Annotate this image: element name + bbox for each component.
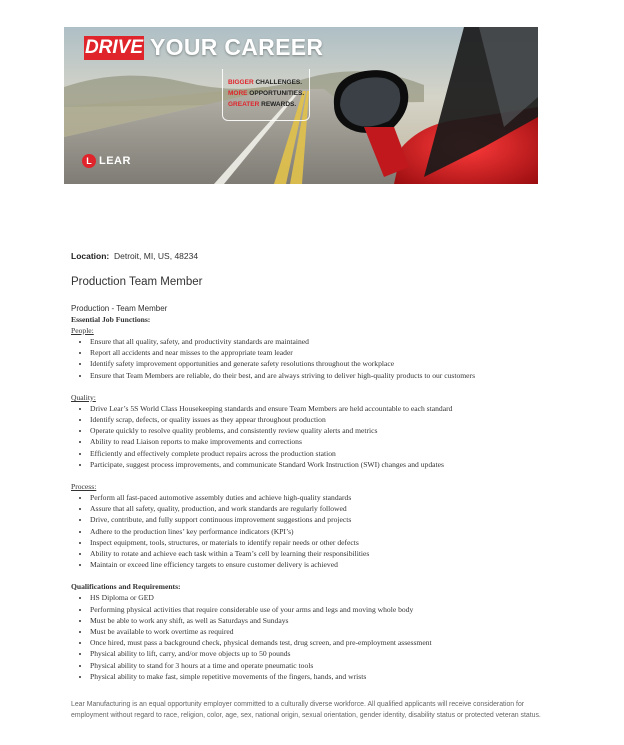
list-item: • Performing physical activities that require considerable use of your arms and legs and moving whole body: [90, 604, 571, 615]
list-item: • Must be able to work any shift, as well as Saturdays and Sundays: [90, 615, 571, 626]
location-value: Detroit, MI, US, 48234: [113, 251, 199, 261]
list-item: • Drive, contribute, and fully support continuous improvement suggestions and projects: [90, 514, 571, 525]
tagline-line-1: BIGGER CHALLENGES.: [228, 79, 303, 86]
list-item: • Adhere to the production lines’ key performance indicators (KPI’s): [90, 526, 571, 537]
lear-logo-text: LEAR: [99, 155, 131, 167]
lear-logo-icon: L: [82, 154, 96, 168]
list-item: • Participate, suggest process improvements, and communicate Standard Work Instruction (SWI) changes and updates: [90, 459, 571, 470]
list-item: • Drive Lear’s 5S World Class Housekeeping standards and ensure Team Members are held accountable to each standard: [90, 403, 571, 414]
list-item: • Maintain or exceed line efficiency targets to ensure customer delivery is achieved: [90, 559, 571, 570]
list-item: • Identify safety improvement opportunities and generate safety resolutions throughout the workplace: [90, 358, 571, 369]
list-item: • Ensure that Team Members are reliable, do their best, and are always striving to deliver high-quality products to our customers: [90, 370, 571, 381]
people-list: [71, 336, 571, 381]
qualifications-heading: Qualifications and Requirements:: [71, 582, 181, 592]
career-headline: YOUR CAREER: [150, 34, 324, 60]
list-item: • Efficiently and effectively complete product repairs across the production station: [90, 448, 571, 459]
list-item: • Operate quickly to resolve quality problems, and consistently review quality alerts and metrics: [90, 425, 571, 436]
list-item: • HS Diploma or GED: [90, 592, 571, 603]
eeo-statement: Lear Manufacturing is an equal opportunity employer committed to a culturally diverse workforce. All qualified applicants will receive consideration for employment without regard to race, religion, color, age, sex, national origin, sexual orientation, gender identity, disability status or protected veteran status.: [71, 701, 541, 719]
drive-logo-box: DRIVE: [84, 37, 144, 58]
job-title: Production Team Member: [71, 276, 203, 288]
process-list: [71, 492, 571, 570]
list-item: • Ensure that all quality, safety, and productivity standards are maintained: [90, 336, 571, 347]
essential-functions-heading: Essential Job Functions:: [71, 315, 151, 324]
section-heading-process: Process:: [71, 482, 97, 492]
quality-list: [71, 403, 571, 470]
tagline-line-3: GREATER REWARDS.: [228, 101, 297, 108]
list-item: • Once hired, must pass a background check, physical demands test, drug screen, and pre-employment assessment: [90, 637, 571, 648]
list-item: • Ability to read Liaison reports to make improvements and corrections: [90, 436, 571, 447]
list-item: • Must be available to work overtime as required: [90, 626, 571, 637]
list-item: • Perform all fast-paced automotive assembly duties and achieve high-quality standards: [90, 492, 571, 503]
list-item: • Assure that all safety, quality, production, and work standards are regularly followed: [90, 503, 571, 514]
section-heading-quality: Quality:: [71, 392, 96, 402]
job-subtitle: Production - Team Member: [71, 304, 168, 313]
job-functions: [71, 314, 571, 682]
career-banner: [64, 27, 538, 184]
section-heading-people: People:: [71, 326, 94, 335]
qualifications-list: [71, 592, 571, 682]
banner-tagline: [228, 77, 306, 110]
job-description: [71, 250, 571, 682]
tagline-line-2: MORE OPPORTUNITIES.: [228, 90, 305, 97]
list-item: • Ability to rotate and achieve each task within a Team’s cell by learning their responsibilities: [90, 548, 571, 559]
list-item: • Inspect equipment, tools, structures, or materials to identify repair needs or other defects: [90, 537, 571, 548]
list-item: • Physical ability to make fast, simple repetitive movements of the fingers, hands, and wrists: [90, 671, 571, 682]
list-item: • Identify scrap, defects, or quality issues as they appear throughout production: [90, 414, 571, 425]
location-label: Location:: [71, 251, 110, 261]
lear-logo: [82, 154, 131, 168]
list-item: • Physical ability to lift, carry, and/or move objects up to 50 pounds: [90, 648, 571, 659]
list-item: • Report all accidents and near misses to the appropriate team leader: [90, 347, 571, 358]
list-item: • Physical ability to stand for 3 hours at a time and operate pneumatic tools: [90, 660, 571, 671]
location-line: [71, 250, 571, 262]
